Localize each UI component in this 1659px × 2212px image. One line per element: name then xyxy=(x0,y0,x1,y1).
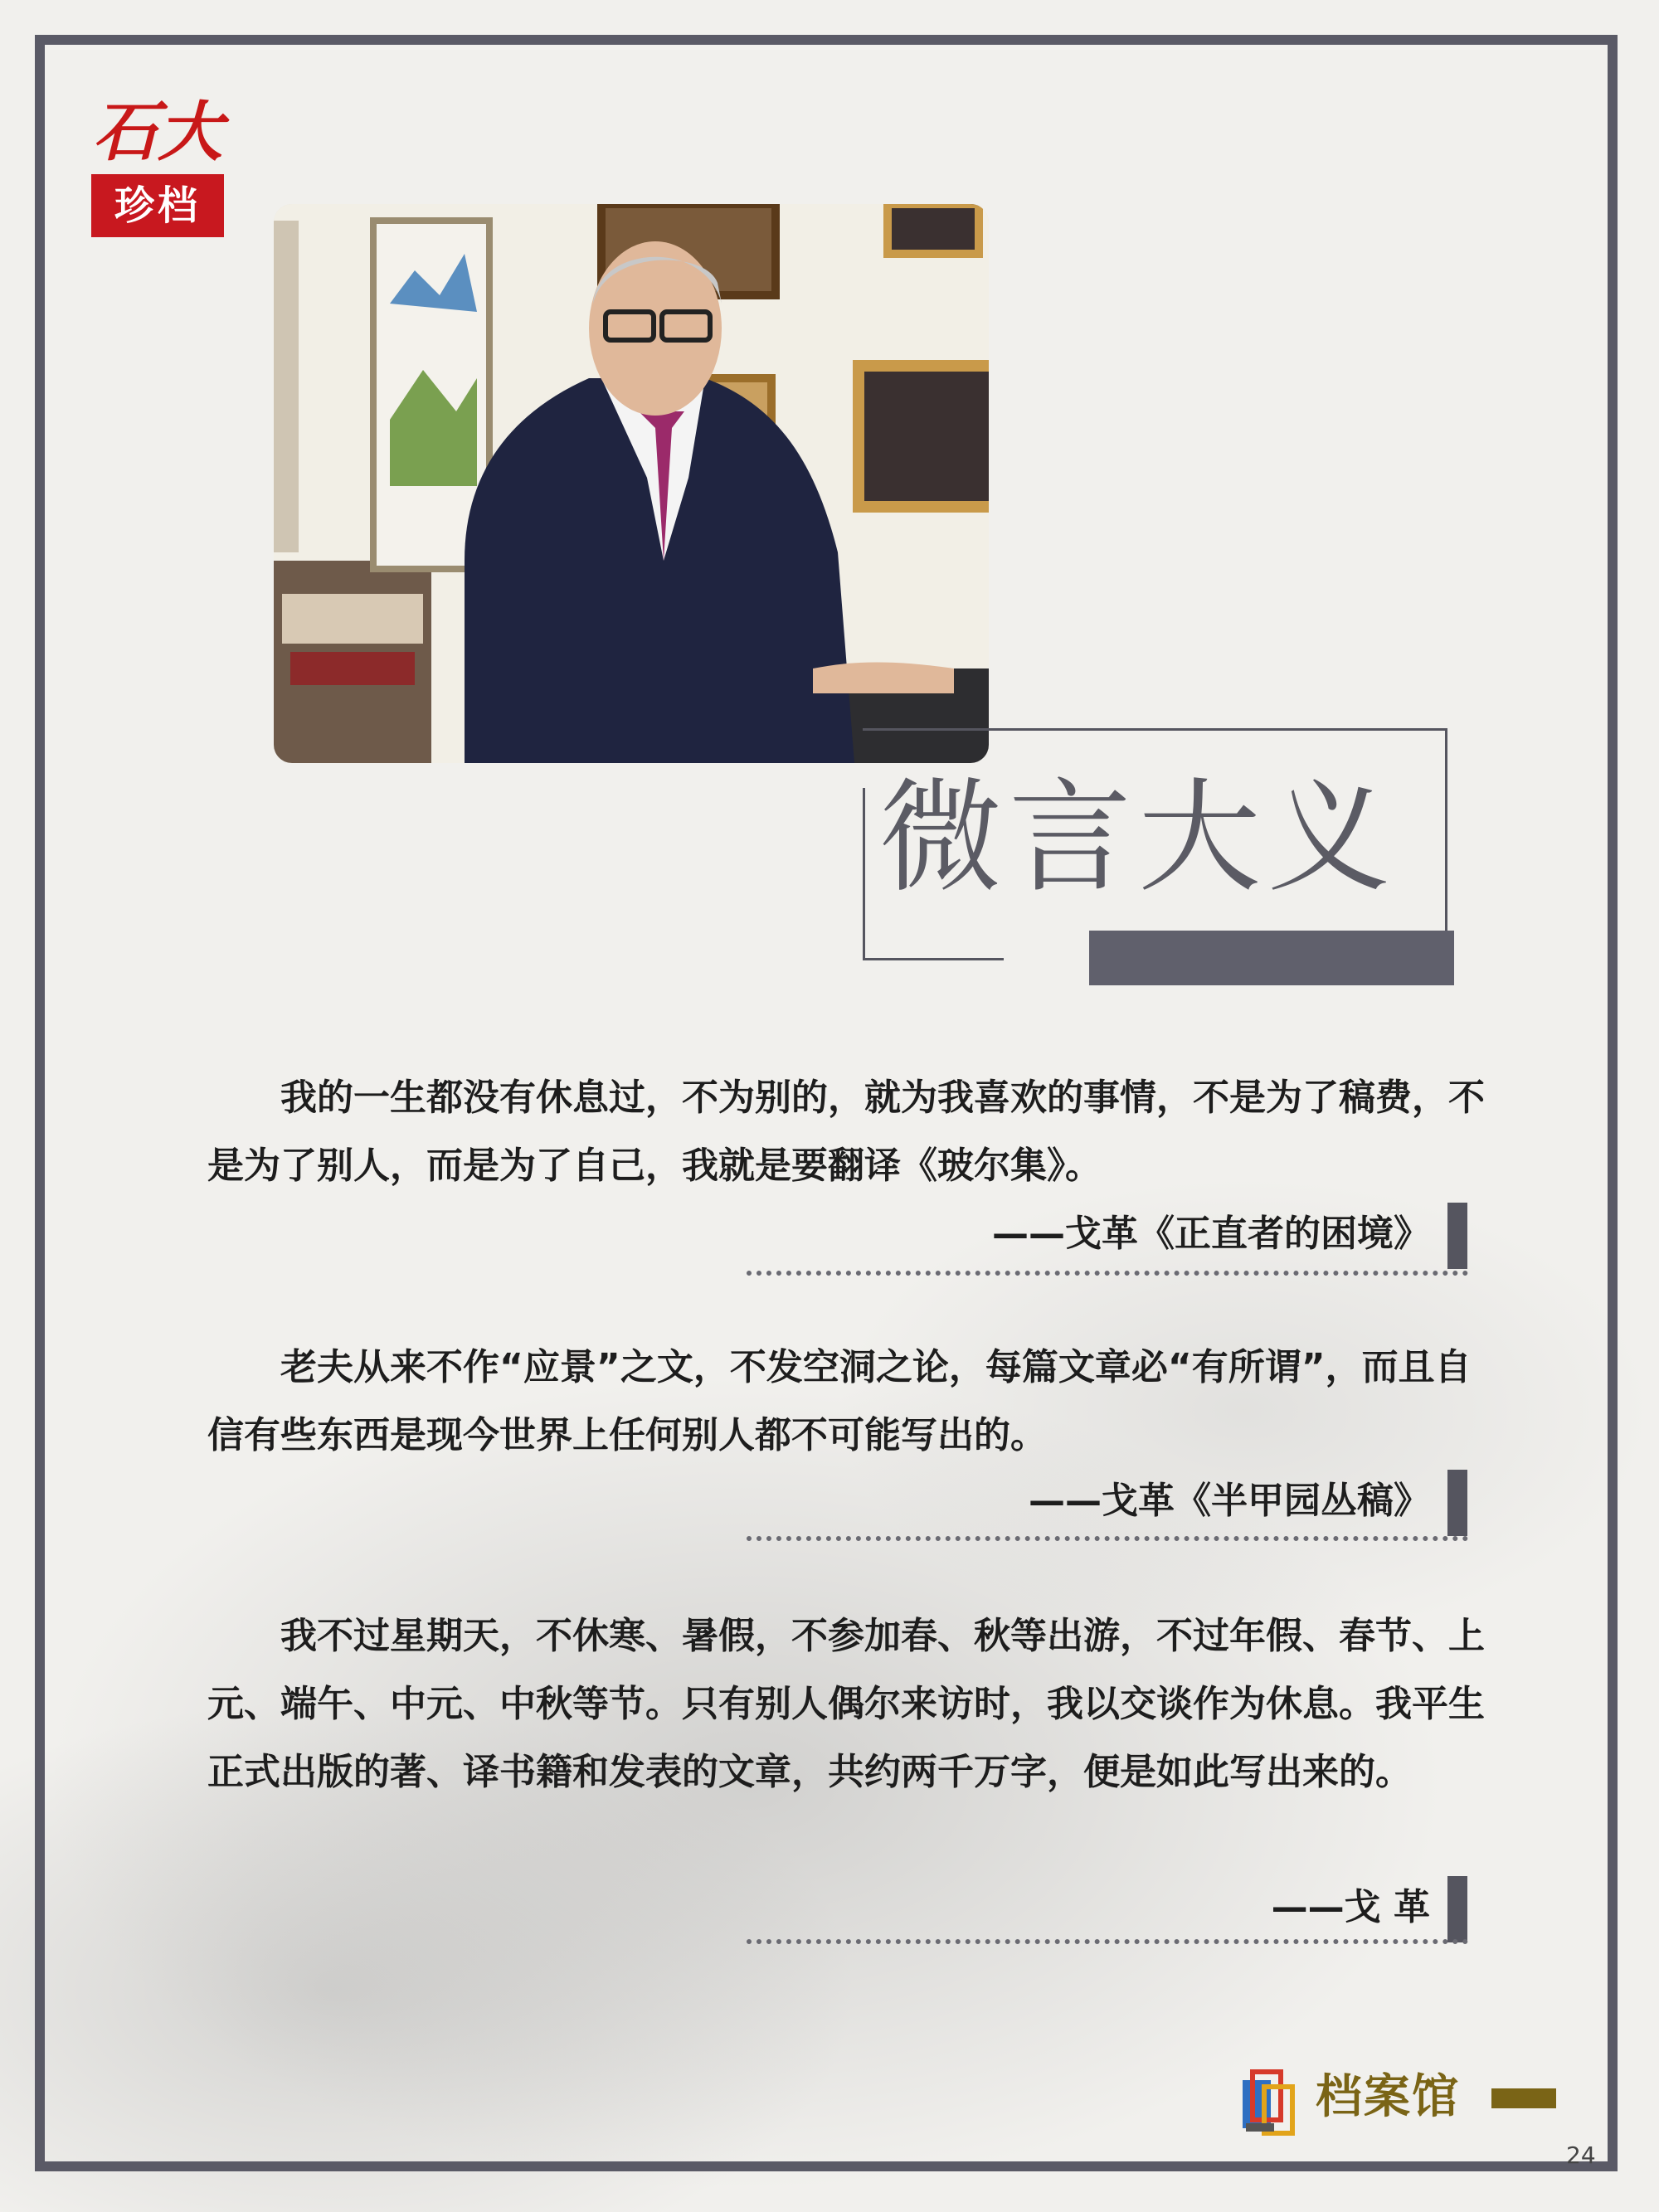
seal-top-text: 石大 xyxy=(92,95,222,170)
seal-logo xyxy=(86,91,229,237)
page-number: 24 xyxy=(1566,2142,1596,2169)
quote-2-marker xyxy=(1447,1470,1467,1536)
quote-1-attribution: ——戈革《正直者的困境》 xyxy=(992,1213,1430,1255)
quote-3-text: 我不过星期天，不休寒、暑假，不参加春、秋等出游，不过年假、春节、上元、端午、中元、中秋等节。只有别人偶尔来访时，我以交谈作为休息。我平生正式出版的著、译书籍和发表的文章，共约两千万字，便是如此写出来的。 xyxy=(207,1615,1485,1793)
quote-3 xyxy=(207,1602,1501,1806)
portrait-photo-image xyxy=(274,204,989,763)
footer-label: 档案馆 xyxy=(1316,2069,1460,2124)
quote-1-divider xyxy=(747,1271,1468,1276)
quote-1-marker xyxy=(1447,1203,1467,1269)
quote-2-attribution: ——戈革《半甲园丛稿》 xyxy=(1029,1480,1430,1522)
footer-bar xyxy=(1491,2088,1556,2108)
quote-3-divider xyxy=(747,1939,1468,1944)
quote-2 xyxy=(207,1334,1501,1470)
quote-1 xyxy=(207,1064,1501,1200)
portrait-photo xyxy=(274,204,989,763)
page-title: 微言大义 xyxy=(879,766,1397,909)
title-underline-bar xyxy=(1089,931,1454,985)
seal-label: 珍档 xyxy=(91,174,224,237)
quote-2-text: 老夫从来不作“应景”之文，不发空洞之论，每篇文章必“有所谓”，而且自信有些东西是现今世界上任何别人都不可能写出的。 xyxy=(207,1346,1472,1456)
quote-1-text: 我的一生都没有休息过，不为别的，就为我喜欢的事情，不是为了稿费，不是为了别人，而是为了自己，我就是要翻译《玻尔集》。 xyxy=(207,1077,1485,1187)
archive-logo-icon xyxy=(1239,2069,1297,2137)
quote-3-marker xyxy=(1447,1876,1467,1942)
quote-3-attribution: ——戈 革 xyxy=(1271,1886,1430,1928)
quote-2-divider xyxy=(747,1536,1468,1541)
